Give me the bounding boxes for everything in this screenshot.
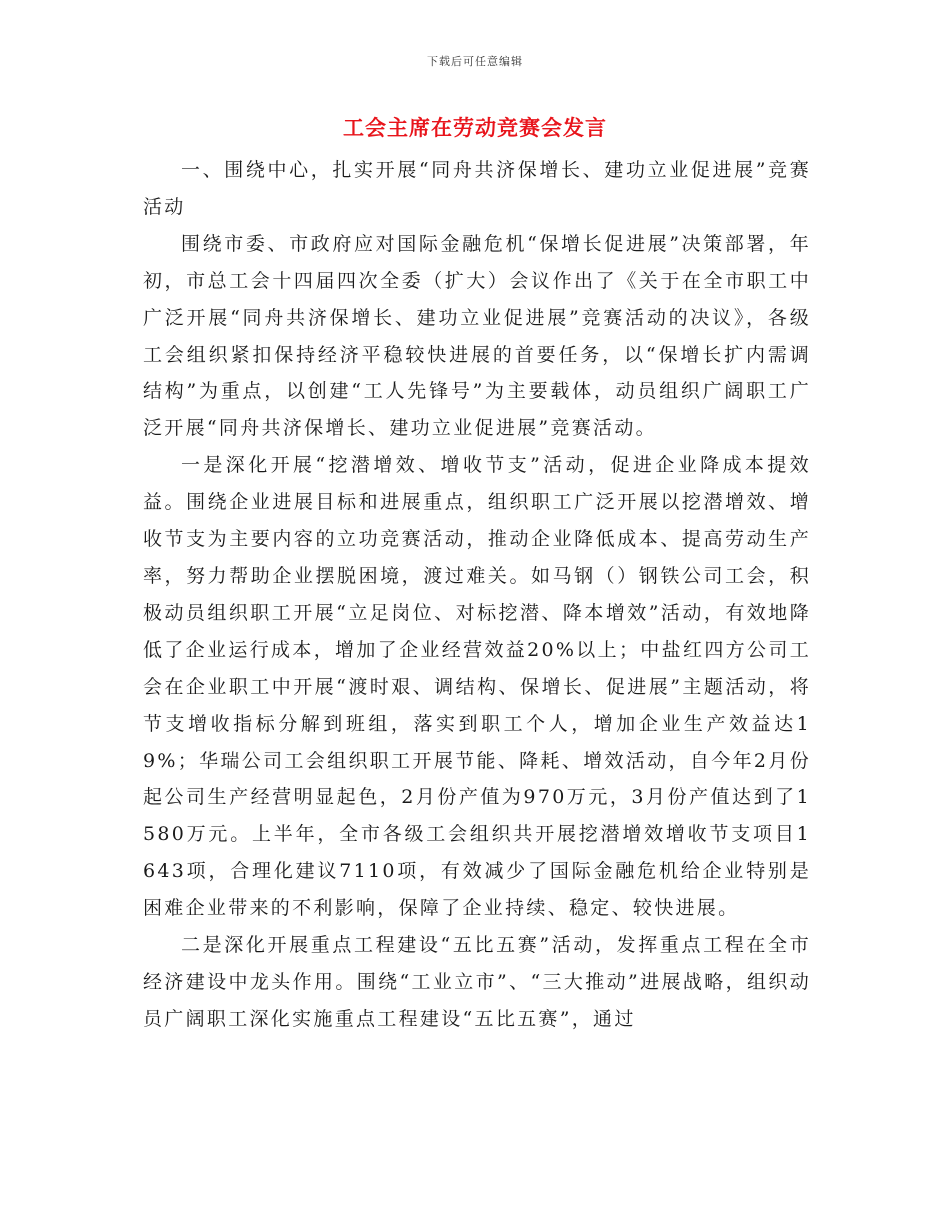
body-paragraph: 一是深化开展“挖潜增效、增收节支”活动，促进企业降成本提效益。围绕企业进展目标和进展重点，组织职工广泛开展以挖潜增效、增收节支为主要内容的立功竞赛活动，推动企业降低成本、提高劳动生产率，努力帮助企业摆脱困境，渡过难关。如马钢（）钢铁公司工会，积极动员组织职工开展“立足岗位、对标挖潜、降本增效”活动，有效地降低了企业运行成本，增加了企业经营效益20%以上；中盐红四方公司工会在企业职工中开展“渡时艰、调结构、保增长、促进展”主题活动，将节支增收指标分解到班组，落实到职工个人，增加企业生产效益达19%；华瑞公司工会组织职工开展节能、降耗、增效活动，自今年2月份起公司生产经营明显起色，2月份产值为970万元，3月份产值达到了1580万元。上半年，全市各级工会组织共开展挖潜增效增收节支项目1643项，合理化建议7110项，有效减少了国际金融危机给企业特别是困难企业带来的不利影响，保障了企业持续、稳定、较快进展。 <box>143 454 811 920</box>
body-paragraph: 二是深化开展重点工程建设“五比五赛”活动，发挥重点工程在全市经济建设中龙头作用。围绕“工业立市”、“三大推动”进展战略，组织动员广阔职工深化实施重点工程建设“五比五赛”，通过 <box>143 934 811 1030</box>
document-body <box>143 152 811 1038</box>
body-paragraph: 围绕市委、市政府应对国际金融危机“保增长促进展”决策部署，年初，市总工会十四届四次全委（扩大）会议作出了《关于在全市职工中广泛开展“同舟共济保增长、建功立业促进展”竞赛活动的决议》，各级工会组织紧扣保持经济平稳较快进展的首要任务，以“保增长扩内需调结构”为重点，以创建“工人先锋号”为主要载体，动员组织广阔职工广泛开展“同舟共济保增长、建功立业促进展”竞赛活动。 <box>143 232 811 440</box>
section-heading-paragraph: 一、围绕中心，扎实开展“同舟共济保增长、建功立业促进展”竞赛活动 <box>143 159 811 218</box>
document-title: 工会主席在劳动竞赛会发言 <box>343 115 607 140</box>
header-note: 下载后可任意编辑 <box>427 55 523 68</box>
